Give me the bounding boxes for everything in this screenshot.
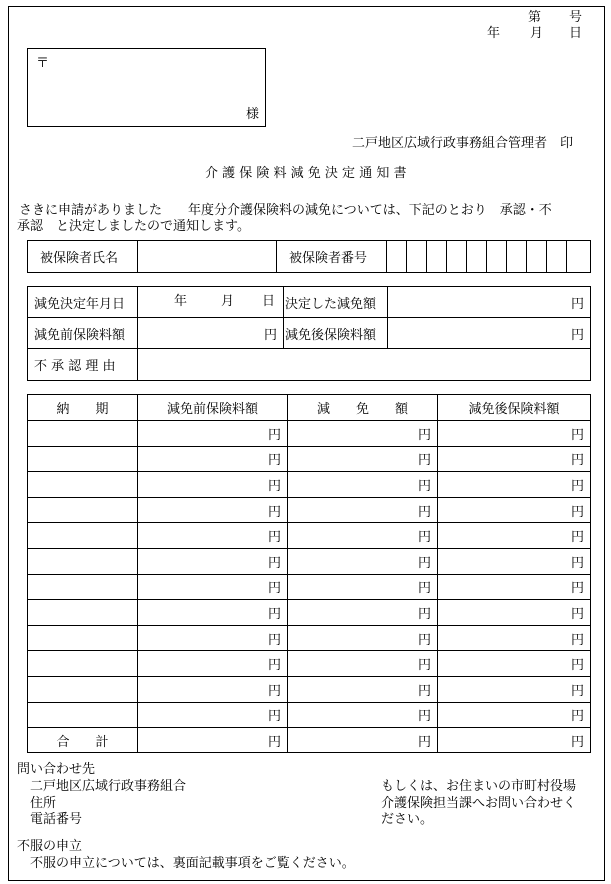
date-month: 月: [530, 26, 544, 41]
insured-number-digit[interactable]: [407, 241, 427, 273]
decision-date-value[interactable]: [138, 287, 284, 318]
before-amount-cell[interactable]: 円: [138, 600, 288, 626]
before-amount-cell[interactable]: 円: [138, 421, 288, 447]
reduction-amount-cell[interactable]: 円: [288, 497, 438, 523]
date-day: 日: [569, 26, 583, 41]
honorific-sama: 様: [246, 107, 260, 122]
decision-date-label: 減免決定年月日: [28, 287, 138, 318]
reduction-amount-cell[interactable]: 円: [288, 574, 438, 600]
before-amount-cell[interactable]: 円: [138, 523, 288, 549]
rejection-reason-label: 不 承 認 理 由: [28, 349, 138, 381]
due-date-cell[interactable]: [28, 472, 138, 498]
after-amount-label: 減免後保険料額: [284, 318, 388, 349]
insured-number-digit[interactable]: [567, 241, 591, 273]
date-year: 年: [487, 26, 501, 41]
after-amount-cell[interactable]: 円: [438, 625, 591, 651]
due-date-cell[interactable]: [28, 421, 138, 447]
reduction-amount-cell[interactable]: 円: [288, 600, 438, 626]
before-amount-cell[interactable]: 円: [138, 472, 288, 498]
before-amount-cell[interactable]: 円: [138, 574, 288, 600]
after-amount-value[interactable]: 円: [388, 318, 591, 349]
contact-heading: 問い合わせ先: [17, 762, 96, 777]
insured-number-digit[interactable]: [427, 241, 447, 273]
insured-name-value[interactable]: [138, 241, 277, 273]
reduction-amount-cell[interactable]: 円: [288, 446, 438, 472]
insured-number-digit[interactable]: [547, 241, 567, 273]
header-before-amount: 減免前保険料額: [138, 395, 288, 421]
after-amount-cell[interactable]: 円: [438, 472, 591, 498]
contact-phone-label: 電話番号: [30, 812, 83, 827]
appeal-text: 不服の申立については、裏面記載事項をご覧ください。: [30, 856, 355, 871]
due-date-cell[interactable]: [28, 497, 138, 523]
due-date-cell[interactable]: [28, 548, 138, 574]
due-date-cell[interactable]: [28, 651, 138, 677]
reduction-amount-cell[interactable]: 円: [288, 676, 438, 702]
before-amount-value[interactable]: 円: [138, 318, 284, 349]
contact-org: 二戸地区広域行政事務組合: [30, 779, 187, 794]
insured-name-label: 被保険者氏名: [28, 241, 138, 273]
after-amount-cell[interactable]: 円: [438, 497, 591, 523]
table-row: [28, 421, 591, 447]
decided-amount-label: 決定した減免額: [284, 287, 388, 318]
table-row: [28, 651, 591, 677]
decision-table: [27, 286, 591, 381]
schedule-table: [27, 394, 591, 753]
issuer: 二戸地区広域行政事務組合管理者 印: [352, 136, 574, 151]
decision-date-month: 月: [221, 294, 235, 309]
insured-number-digit[interactable]: [467, 241, 487, 273]
decision-date-day: 日: [262, 294, 276, 309]
recipient-address-box: [27, 48, 266, 127]
reduction-amount-cell[interactable]: 円: [288, 472, 438, 498]
after-amount-cell[interactable]: 円: [438, 523, 591, 549]
contact-alt-line-2: 介護保険担当課へお問い合わせく: [381, 796, 577, 811]
table-row: [28, 548, 591, 574]
number-dai: 第: [528, 10, 542, 25]
header-due-date: 納 期: [28, 395, 138, 421]
insured-number-label: 被保険者番号: [277, 241, 387, 273]
after-amount-cell[interactable]: 円: [438, 651, 591, 677]
before-amount-cell[interactable]: 円: [138, 676, 288, 702]
reduction-amount-cell[interactable]: 円: [288, 702, 438, 728]
due-date-cell[interactable]: [28, 702, 138, 728]
contact-alt-line-1: もしくは、お住まいの市町村役場: [381, 779, 577, 794]
insured-number-digit[interactable]: [487, 241, 507, 273]
total-reduction-amount[interactable]: 円: [288, 728, 438, 753]
reduction-amount-cell[interactable]: 円: [288, 625, 438, 651]
table-row: [28, 676, 591, 702]
number-go: 号: [569, 10, 583, 25]
after-amount-cell[interactable]: 円: [438, 702, 591, 728]
decided-amount-value[interactable]: 円: [388, 287, 591, 318]
appeal-heading: 不服の申立: [17, 839, 83, 854]
table-row: [28, 625, 591, 651]
table-row: [28, 446, 591, 472]
after-amount-cell[interactable]: 円: [438, 548, 591, 574]
contact-address-label: 住所: [30, 796, 57, 811]
decision-date-year: 年: [174, 294, 188, 309]
before-amount-cell[interactable]: 円: [138, 497, 288, 523]
due-date-cell[interactable]: [28, 625, 138, 651]
table-row: [28, 523, 591, 549]
before-amount-label: 減免前保険料額: [28, 318, 138, 349]
before-amount-cell[interactable]: 円: [138, 625, 288, 651]
insured-number-digit[interactable]: [527, 241, 547, 273]
before-amount-cell[interactable]: 円: [138, 702, 288, 728]
due-date-cell[interactable]: [28, 446, 138, 472]
total-after-amount[interactable]: 円: [438, 728, 591, 753]
header-after-amount: 減免後保険料額: [438, 395, 591, 421]
postal-mark: 〒: [36, 56, 50, 71]
reduction-amount-cell[interactable]: 円: [288, 548, 438, 574]
after-amount-cell[interactable]: 円: [438, 574, 591, 600]
reduction-amount-cell[interactable]: 円: [288, 651, 438, 677]
before-amount-cell[interactable]: 円: [138, 651, 288, 677]
table-row: [28, 574, 591, 600]
insured-number-digit[interactable]: [387, 241, 407, 273]
reduction-amount-cell[interactable]: 円: [288, 421, 438, 447]
after-amount-cell[interactable]: 円: [438, 446, 591, 472]
rejection-reason-value[interactable]: [138, 349, 591, 381]
table-row: [28, 702, 591, 728]
insured-number-digit[interactable]: [447, 241, 467, 273]
after-amount-cell[interactable]: 円: [438, 676, 591, 702]
due-date-cell[interactable]: [28, 600, 138, 626]
insured-number-digit[interactable]: [507, 241, 527, 273]
reduction-amount-cell[interactable]: 円: [288, 523, 438, 549]
contact-alt-line-3: ださい。: [381, 812, 434, 827]
after-amount-cell[interactable]: 円: [438, 600, 591, 626]
insured-table: [27, 240, 591, 273]
page-title: 介 護 保 険 料 減 免 決 定 通 知 書: [205, 166, 407, 181]
due-date-cell[interactable]: [28, 574, 138, 600]
before-amount-cell[interactable]: 円: [138, 548, 288, 574]
intro-line-2: 承認 と決定しましたので通知します。: [17, 219, 250, 234]
table-row: [28, 497, 591, 523]
intro-line-1: さきに申請がありました 年度分介護保険料の減免については、下記のとおり 承認・不: [19, 203, 552, 218]
table-row: [28, 472, 591, 498]
due-date-cell[interactable]: [28, 676, 138, 702]
due-date-cell[interactable]: [28, 523, 138, 549]
after-amount-cell[interactable]: 円: [438, 421, 591, 447]
total-before-amount[interactable]: 円: [138, 728, 288, 753]
before-amount-cell[interactable]: 円: [138, 446, 288, 472]
header-reduction-amount: 減 免 額: [288, 395, 438, 421]
table-row: [28, 600, 591, 626]
total-label: 合 計: [28, 728, 138, 753]
